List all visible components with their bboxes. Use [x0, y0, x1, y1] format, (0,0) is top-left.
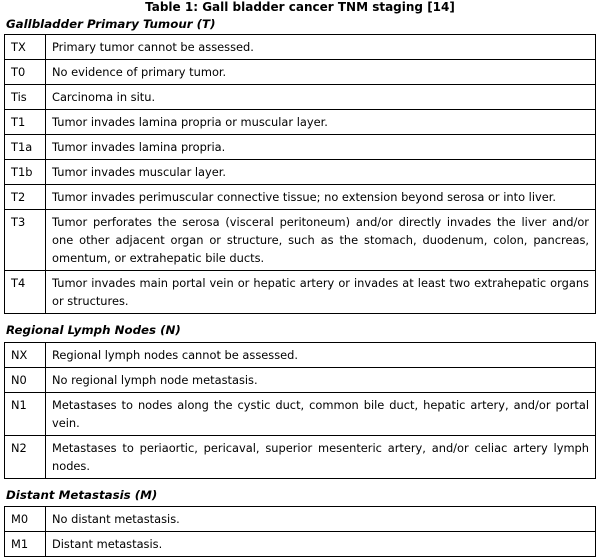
table-row	[5, 185, 596, 210]
stage-code: NX	[5, 343, 46, 368]
stage-code: N1	[5, 393, 46, 436]
stage-code: Tis	[5, 85, 46, 110]
section-heading-primary-tumour: Gallbladder Primary Tumour (T)	[6, 17, 216, 31]
stage-description: Tumor invades perimuscular connective tissue; no extension beyond serosa or into liver.	[46, 185, 596, 210]
stage-description: Metastases to nodes along the cystic duct, common bile duct, hepatic artery, and/or portal vein.	[46, 393, 596, 436]
primary-tumour-table	[4, 34, 596, 314]
stage-description: Carcinoma in situ.	[46, 85, 596, 110]
table-row	[5, 436, 596, 479]
lymph-nodes-table	[4, 342, 596, 479]
stage-code: T1b	[5, 160, 46, 185]
stage-description: Tumor invades lamina propria or muscular layer.	[46, 110, 596, 135]
stage-code: T2	[5, 185, 46, 210]
stage-description: Tumor invades muscular layer.	[46, 160, 596, 185]
stage-code: T1	[5, 110, 46, 135]
stage-code: M1	[5, 532, 46, 557]
stage-code: T0	[5, 60, 46, 85]
stage-description: No regional lymph node metastasis.	[46, 368, 596, 393]
table-row	[5, 393, 596, 436]
table-row	[5, 271, 596, 314]
table-row	[5, 532, 596, 557]
stage-code: T4	[5, 271, 46, 314]
stage-description: Primary tumor cannot be assessed.	[46, 35, 596, 60]
table-row	[5, 507, 596, 532]
stage-code: M0	[5, 507, 46, 532]
table-row	[5, 60, 596, 85]
table-row	[5, 210, 596, 271]
stage-code: TX	[5, 35, 46, 60]
table-row	[5, 135, 596, 160]
stage-code: N0	[5, 368, 46, 393]
stage-code: T1a	[5, 135, 46, 160]
table-row	[5, 160, 596, 185]
table-row	[5, 343, 596, 368]
stage-description: Metastases to periaortic, pericaval, superior mesenteric artery, and/or celiac artery lymph nodes.	[46, 436, 596, 479]
table-row	[5, 85, 596, 110]
stage-description: Distant metastasis.	[46, 532, 596, 557]
table-row	[5, 110, 596, 135]
table-caption: Table 1: Gall bladder cancer TNM staging [14]	[145, 0, 455, 14]
stage-code: N2	[5, 436, 46, 479]
distant-metastasis-table	[4, 506, 596, 557]
stage-description: No evidence of primary tumor.	[46, 60, 596, 85]
table-row	[5, 368, 596, 393]
stage-description: Tumor invades main portal vein or hepatic artery or invades at least two extrahepatic organs or structures.	[46, 271, 596, 314]
stage-description: No distant metastasis.	[46, 507, 596, 532]
stage-code: T3	[5, 210, 46, 271]
stage-description: Tumor perforates the serosa (visceral peritoneum) and/or directly invades the liver and/or one other adjacent organ or structure, such as the stomach, duodenum, colon, pancreas, omentum, or extrahepatic bile ducts.	[46, 210, 596, 271]
stage-description: Tumor invades lamina propria.	[46, 135, 596, 160]
section-heading-lymph-nodes: Regional Lymph Nodes (N)	[6, 323, 181, 337]
table-row	[5, 35, 596, 60]
section-heading-distant-metastasis: Distant Metastasis (M)	[6, 488, 158, 502]
stage-description: Regional lymph nodes cannot be assessed.	[46, 343, 596, 368]
